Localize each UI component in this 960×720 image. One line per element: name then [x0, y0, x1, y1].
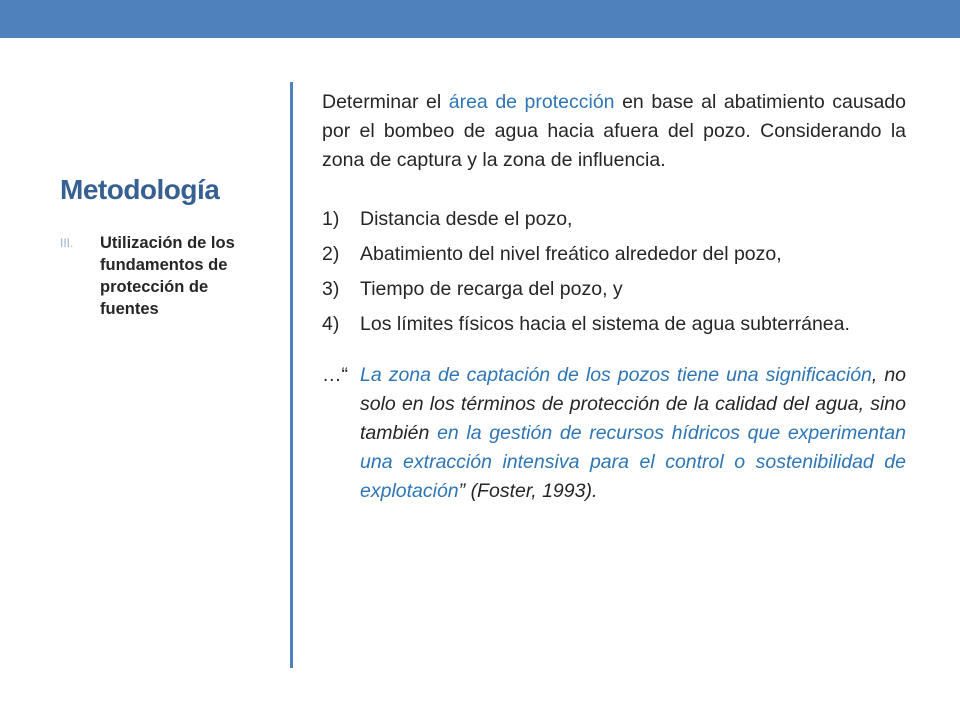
intro-highlight: área de protección	[448, 91, 615, 113]
intro-text-2: en base al abatimiento causado por el bombeo de agua hacia afuera del pozo. Considerando la zona de captura y la zona de influencia.	[322, 91, 906, 171]
vertical-divider	[290, 82, 293, 668]
quote-open-mark: …“	[322, 364, 348, 386]
roman-numeral-marker: III.	[60, 236, 74, 250]
header-bar	[0, 0, 960, 38]
numbered-list	[322, 205, 906, 339]
list-item-text: Distancia desde el pozo,	[360, 208, 573, 230]
sidebar-item-text: Utilización de los fundamentos de protección de fuentes	[100, 234, 235, 318]
list-marker: 3)	[322, 278, 340, 300]
intro-text-1: Determinar el	[322, 91, 449, 113]
list-item-text: Abatimiento del nivel freático alrededor del pozo,	[360, 243, 782, 265]
intro-paragraph	[322, 88, 906, 175]
quote-highlight-1: La zona de captación de los pozos tiene una significación	[360, 364, 872, 386]
list-item-text: Tiempo de recarga del pozo, y	[360, 278, 623, 300]
sidebar-list	[60, 232, 260, 320]
list-item	[322, 240, 906, 269]
list-marker: 4)	[322, 313, 340, 335]
citation-quote	[322, 361, 906, 506]
slide-title: Metodología	[60, 174, 220, 205]
list-item	[322, 205, 906, 234]
quote-text-1: , no solo en los términos de protección de la calidad del agua, sino también	[360, 364, 907, 444]
list-item	[322, 310, 906, 339]
main-content	[322, 88, 906, 506]
quote-highlight-2: en la gestión de recursos hídricos que experimentan una extracción intensiva para el control o sostenibilidad de explotación	[360, 422, 906, 502]
list-marker: 1)	[322, 208, 340, 230]
quote-citation: ” (Foster, 1993).	[458, 480, 598, 502]
sidebar-item	[60, 232, 260, 320]
list-item	[322, 275, 906, 304]
list-item-text: Los límites físicos hacia el sistema de agua subterránea.	[360, 313, 850, 335]
list-marker: 2)	[322, 243, 340, 265]
